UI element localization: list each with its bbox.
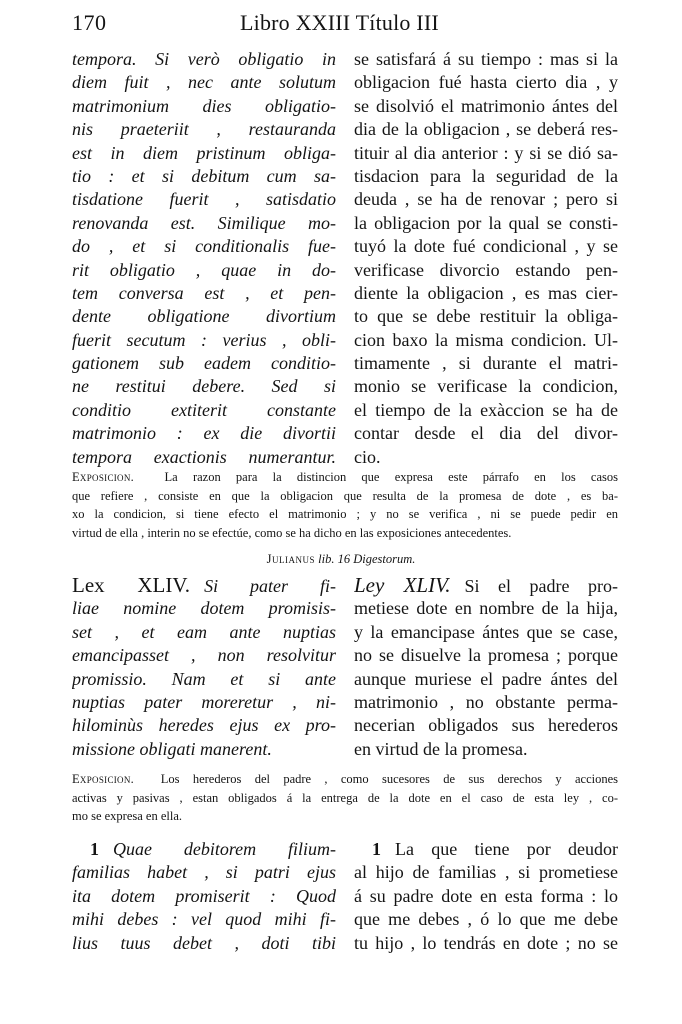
spanish-line: que me debes , ó lo que me debe bbox=[354, 909, 618, 930]
latin-line bbox=[72, 574, 336, 597]
latin-line: ne restitui debere. Sed si bbox=[72, 376, 336, 397]
latin-line: renovanda est. Similique mo- bbox=[72, 212, 336, 233]
note-label: Exposicion. bbox=[72, 772, 135, 786]
latin-line: tempora. Si verò obligatio in bbox=[72, 49, 336, 69]
spanish-line: se satisfará á su tiempo : mas si la bbox=[354, 49, 618, 69]
note-line bbox=[72, 468, 618, 487]
latin-line: missione obligati manerent. bbox=[72, 738, 272, 759]
spanish-line: á su padre dote en esta forma : lo bbox=[354, 885, 618, 906]
spanish-line: el tiempo de la exàccion se ha de bbox=[354, 399, 618, 420]
latin-line: nis praeteriit , restauranda bbox=[72, 119, 336, 140]
spanish-line: metiese dote en nombre de la hija, bbox=[354, 598, 618, 619]
spanish-line bbox=[354, 838, 618, 861]
spanish-line: necerian obligados sus herederos bbox=[354, 715, 618, 736]
spanish-line: tuyó la dote fué condicional , y se bbox=[354, 236, 618, 257]
exposicion-note-1 bbox=[72, 468, 618, 542]
source-reference: lib. 16 Digestorum. bbox=[318, 552, 416, 566]
spanish-line: no se disuelve la promesa ; porque bbox=[354, 645, 618, 666]
note-line: mo se expresa en ella. bbox=[72, 809, 183, 824]
note-line: activas y pasivas , estan obligados á la entrega de la dote en el caso de esta ley , co- bbox=[72, 790, 618, 805]
latin-line: promissio. Nam et si ante bbox=[72, 668, 336, 689]
spanish-line-text: Si el padre pro- bbox=[464, 576, 618, 596]
latin-line: emancipasset , non resolvitur bbox=[72, 645, 336, 666]
spanish-line: y la emancipase ántes que se case, bbox=[354, 621, 618, 642]
spanish-column-block-2 bbox=[354, 574, 618, 761]
exposicion-note-2 bbox=[72, 770, 618, 826]
latin-line-text: Quae debitorem filium- bbox=[113, 839, 336, 859]
latin-line: tisdatione fuerit , satisdatio bbox=[72, 189, 336, 210]
latin-line: liae nomine dotem promisis- bbox=[72, 598, 336, 619]
note-line: virtud de ella , interin no se efectúe, como se ha dicho en las exposiciones antecedentes. bbox=[72, 525, 512, 540]
spanish-line: matrimonio , no obstante perma- bbox=[354, 691, 618, 712]
spanish-line: verificase divorcio estando pen- bbox=[354, 259, 618, 280]
latin-line: ita dotem promiserit : Quod bbox=[72, 885, 336, 906]
spanish-line: tituir al dia anterior : y si se dió sa- bbox=[354, 142, 618, 163]
latin-column-block-2 bbox=[72, 574, 336, 761]
latin-line: est in diem pristinum obliga- bbox=[72, 142, 336, 163]
latin-line: lius tuus debet , doti tibi bbox=[72, 932, 336, 953]
spanish-line bbox=[354, 574, 618, 597]
note-text: Los herederos del padre , como sucesores de sus derechos y acciones bbox=[160, 772, 618, 786]
spanish-line: al hijo de familias , si prometiese bbox=[354, 862, 618, 883]
section-number: 1 bbox=[90, 839, 99, 859]
spanish-line-text: La que tiene por deudor bbox=[395, 839, 618, 859]
latin-line: mihi debes : vel quod mihi fi- bbox=[72, 909, 336, 930]
latin-line: rit obligatio , quae in do- bbox=[72, 259, 336, 280]
latin-column-block-1 bbox=[72, 48, 336, 469]
latin-line: tempora exactionis numerantur. bbox=[72, 446, 336, 467]
latin-line: tem conversa est , et pen- bbox=[72, 282, 336, 303]
spanish-line: obligacion fué hasta cierto dia , y bbox=[354, 72, 618, 93]
section-number: 1 bbox=[372, 839, 381, 859]
spanish-line: contar desde el dia del divor- bbox=[354, 423, 618, 444]
spanish-line: aunque muriese el padre ántes del bbox=[354, 668, 618, 689]
source-author: Julianus bbox=[266, 552, 315, 566]
spanish-line: to que se debe restituir la obliga- bbox=[354, 306, 618, 327]
note-line: xo la condicion, si tiene efecto el matrimonio ; y no se verifica , ni se puede pedir en bbox=[72, 507, 618, 522]
note-label: Exposicion. bbox=[72, 470, 135, 484]
spanish-line: se disolvió el matrimonio ántes del bbox=[354, 95, 618, 116]
spanish-line: la obligacion por la qual se consti- bbox=[354, 212, 618, 233]
latin-column-block-3 bbox=[72, 838, 336, 955]
latin-line: dente obligatione divortium bbox=[72, 306, 336, 327]
latin-line: hilominùs heredes ejus ex pro- bbox=[72, 715, 336, 736]
note-text: La razon para la distincion que expresa este párrafo en los casos bbox=[164, 470, 618, 484]
latin-line: familias habet , si patri ejus bbox=[72, 862, 336, 883]
latin-line: gationem sub eadem conditio- bbox=[72, 353, 336, 374]
ley-heading: Ley XLIV. bbox=[354, 574, 451, 597]
latin-line: nuptias pater moreretur , ni- bbox=[72, 691, 336, 712]
running-head bbox=[0, 4, 682, 44]
page-number: 170 bbox=[72, 10, 107, 35]
spanish-column-block-3 bbox=[354, 838, 618, 955]
note-line: que refiere , consiste en que la obligacion que resulta de la promesa de dote , es ba- bbox=[72, 488, 618, 503]
latin-line: matrimonio : ex die divortii bbox=[72, 423, 336, 444]
lex-heading: Lex XLIV. bbox=[72, 574, 191, 597]
spanish-line: cio. bbox=[354, 446, 381, 467]
spanish-line: tu hijo , lo tendrás en dote ; no se bbox=[354, 932, 618, 953]
spanish-column-block-1 bbox=[354, 48, 618, 469]
latin-line: fuerit secutum : verius , obli- bbox=[72, 329, 336, 350]
source-citation bbox=[0, 552, 682, 567]
note-line bbox=[72, 770, 618, 789]
latin-line: conditio extiterit constante bbox=[72, 399, 336, 420]
latin-line-text: Si pater fi- bbox=[204, 576, 336, 596]
latin-line: tio : et si debitum cum sa- bbox=[72, 165, 336, 186]
spanish-line: en virtud de la promesa. bbox=[354, 738, 528, 759]
spanish-line: cion baxo la misma condicion. Ul- bbox=[354, 329, 618, 350]
running-title: Libro XXIII Título III bbox=[240, 10, 439, 35]
latin-line: matrimonium dies obligatio- bbox=[72, 95, 336, 116]
spanish-line: dia de la obligacion , se deberá res- bbox=[354, 119, 618, 140]
spanish-line: monio se verificase la condicion, bbox=[354, 376, 618, 397]
spanish-line: tisdacion para la seguridad de la bbox=[354, 165, 618, 186]
latin-line: set , et eam ante nuptias bbox=[72, 621, 336, 642]
latin-line: diem fuit , nec ante solutum bbox=[72, 72, 336, 93]
spanish-line: diente la obligacion , es mas cier- bbox=[354, 282, 618, 303]
latin-line: do , et si conditionalis fue- bbox=[72, 236, 336, 257]
latin-line bbox=[72, 838, 336, 861]
spanish-line: deuda , se ha de renovar ; pero si bbox=[354, 189, 618, 210]
spanish-line: timamente , si durante el matri- bbox=[354, 353, 618, 374]
